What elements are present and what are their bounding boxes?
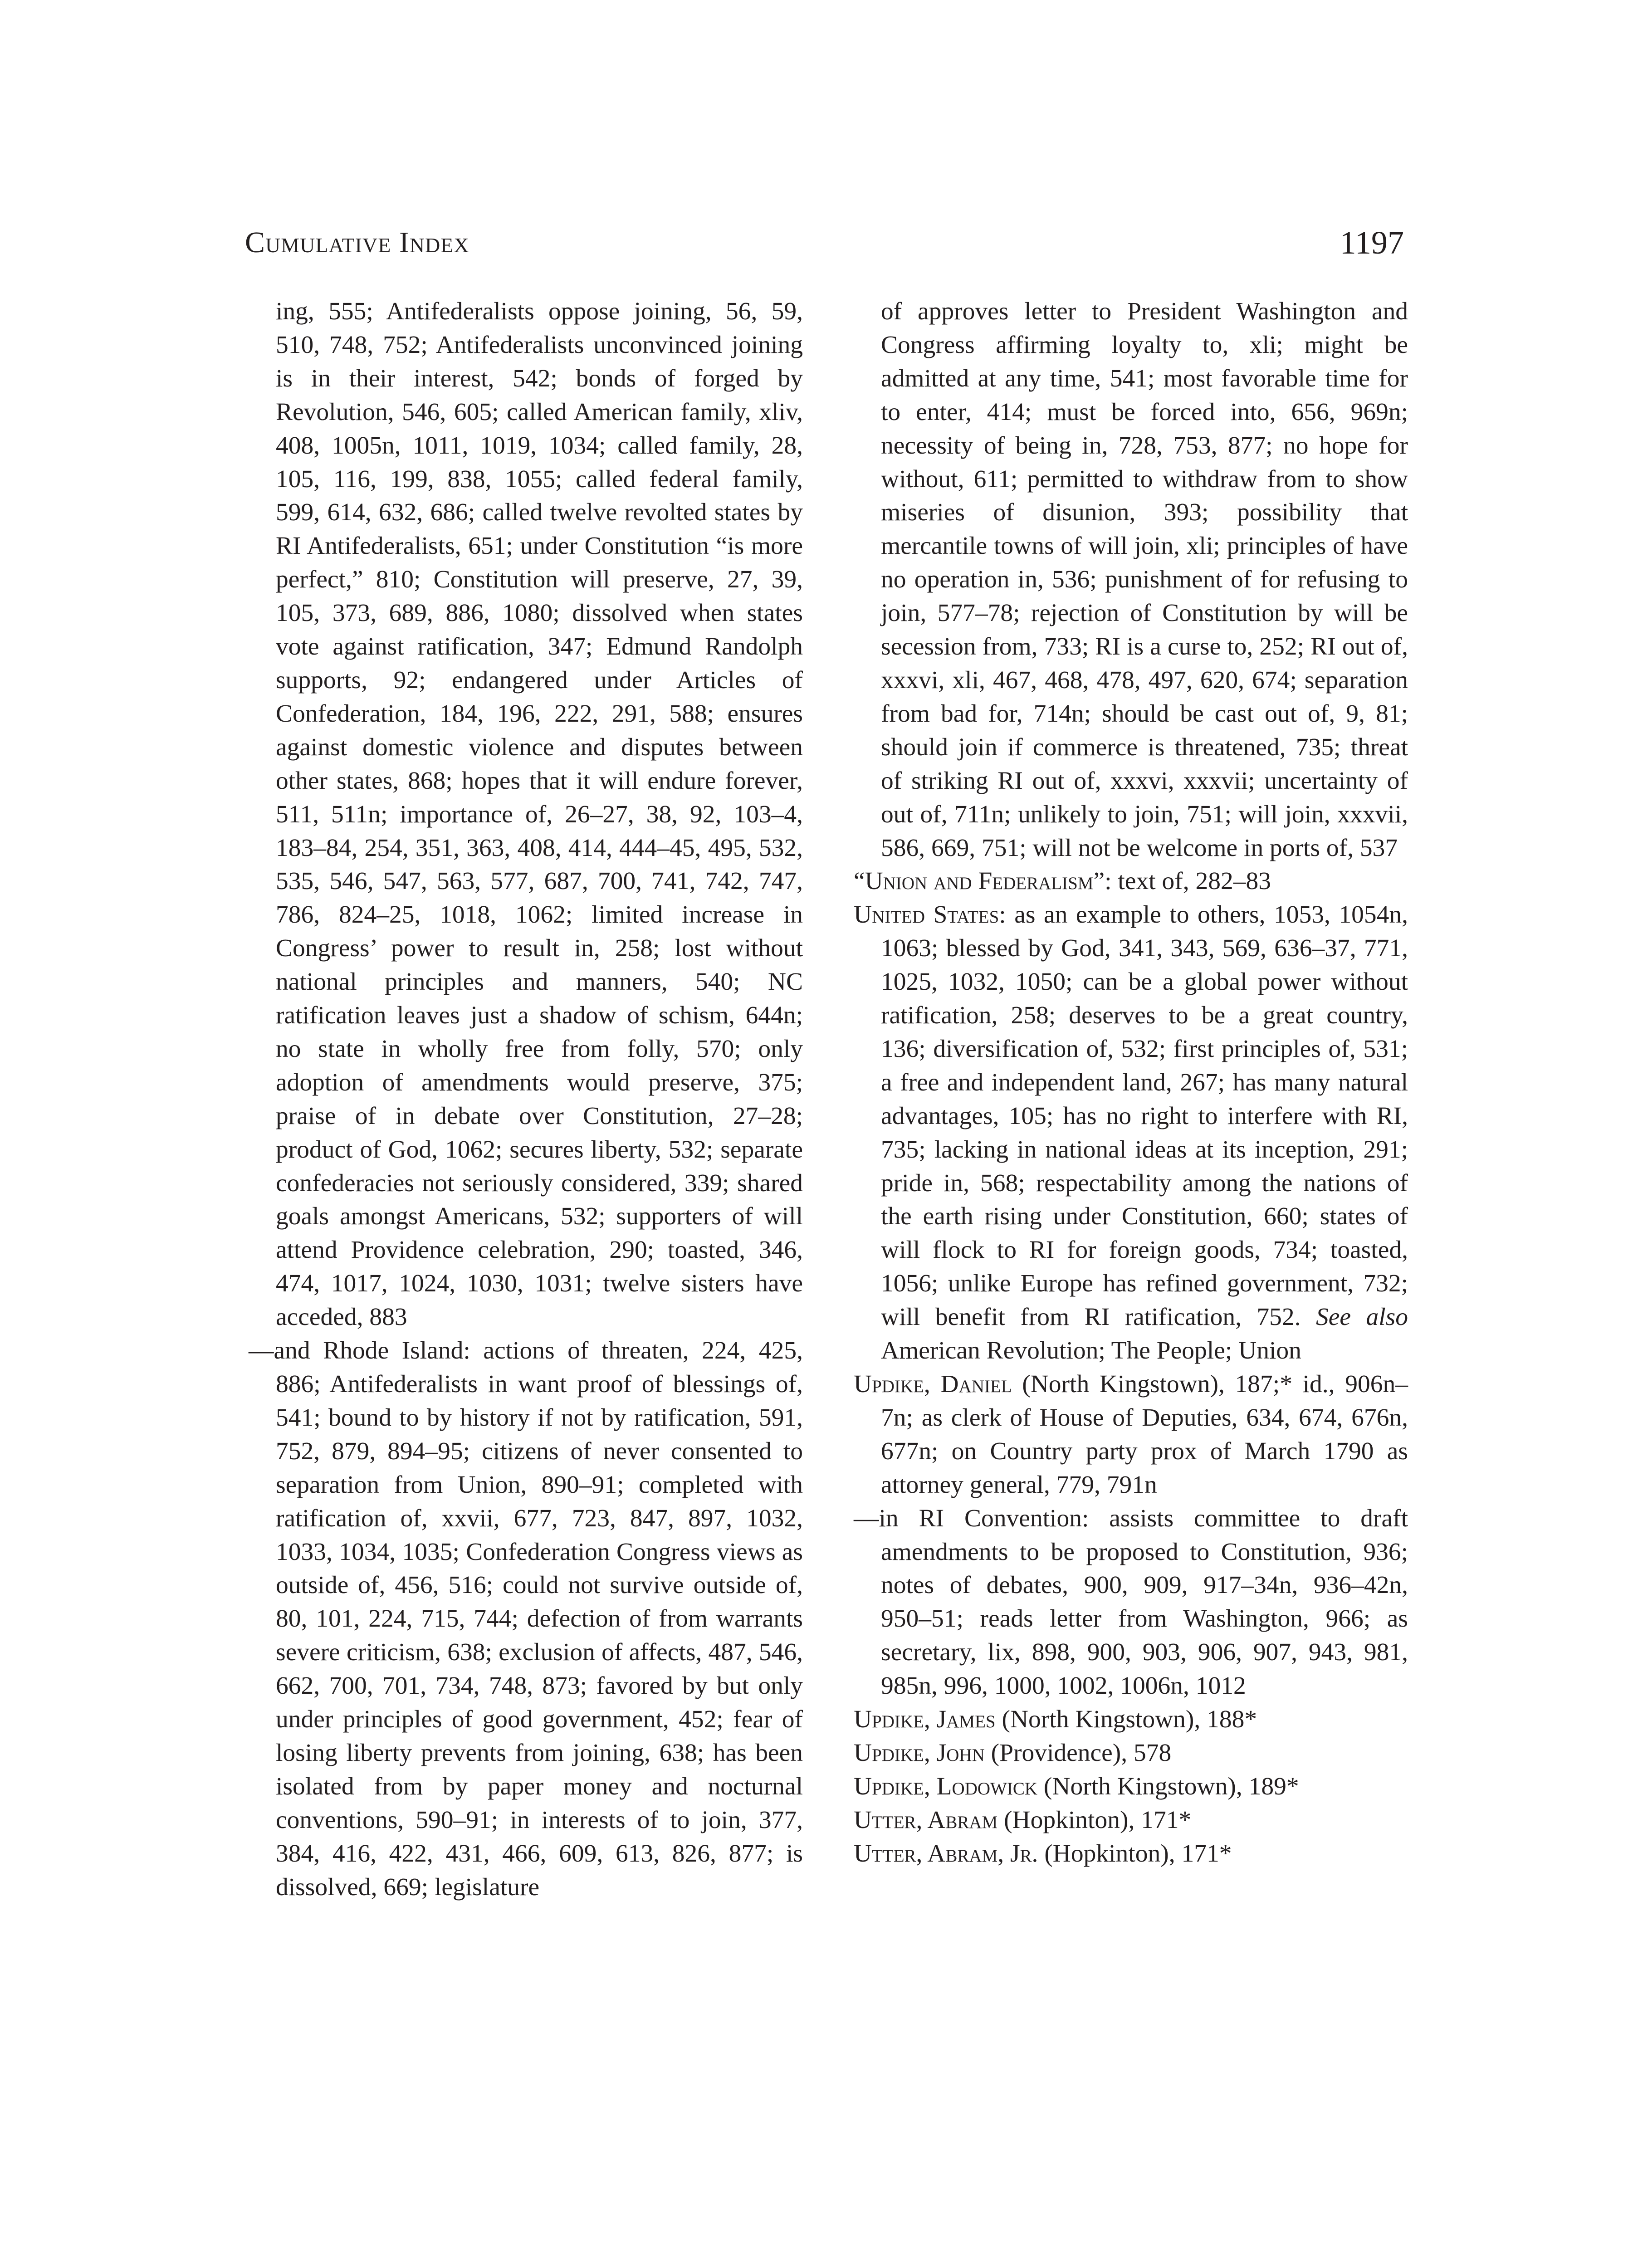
index-entry-union-and-federalism (854, 865, 1408, 898)
see-also-references: American Revolution; The People; Union (881, 1337, 1301, 1365)
index-column-right (854, 295, 1408, 1871)
index-entry-utter-abram (854, 1804, 1408, 1837)
entry-text: : as an example to others, 1053, 1054n, 1063; blessed by God, 341, 343, 569, 636–37, 771, 1025, 1032, 1050; can be a global power without ratification, 258; deserves to be a great country, 136; diversification of, 532; first principles of, 531; a free and independent land, 267; has many natural advantages, 105; has no right to interfere with RI, 735; lacking in national ideas at its inception, 291; pride in, 568; respectability among the nations of the earth rising under Constitution, 660; states of will flock to RI for foreign goods, 734; toasted, 1056; unlike Europe has refined government, 732; will benefit from RI ratification, 752. (881, 901, 1408, 1331)
entry-heading: Updike, John (854, 1739, 985, 1767)
index-subentry-updike-ri-convention: —in RI Convention: assists committee to draft amendments to be proposed to Constitution, 936; notes of debates, 900, 909, 917–34n, 936–42n, 950–51; reads letter from Washington, 966; as secretary, lix, 898, 900, 903, 906, 907, 943, 981, 985n, 996, 1000, 1002, 1006n, 1012 (854, 1504, 1408, 1700)
entry-text: (Hopkinton), 171* (997, 1806, 1192, 1834)
index-entry-updike-james (854, 1703, 1408, 1736)
entry-heading: Updike, Daniel (854, 1370, 1012, 1398)
index-entry-updike-lodowick (854, 1770, 1408, 1804)
entry-text: (Hopkinton), 171* (1038, 1839, 1232, 1867)
entry-heading: Updike, Lodowick (854, 1772, 1038, 1800)
entry-heading: Utter, Abram, Jr. (854, 1839, 1038, 1867)
entry-text: (North Kingstown), 188* (995, 1706, 1257, 1734)
see-also-label: See also (1316, 1303, 1408, 1331)
index-column-left (249, 295, 803, 1904)
index-entry-united-states (854, 898, 1408, 1368)
index-entry-union-continued: ing, 555; Antifederalists oppose joining, 56, 59, 510, 748, 752; Antifederalists unconvinced joining is in their interest, 542; bonds of forged by Revolution, 546, 605; called American family, xliv, 408, 1005n, 1011, 1019, 1034; called family, 28, 105, 116, 199, 838, 1055; called federal family, 599, 614, 632, 686; called twelve revolted states by RI Antifederalists, 651; under Constitution “is more perfect,” 810; Constitution will preserve, 27, 39, 105, 373, 689, 886, 1080; dissolved when states vote against ratification, 347; Edmund Randolph supports, 92; endangered under Articles of Confederation, 184, 196, 222, 291, 588; ensures against domestic violence and disputes between other states, 868; hopes that it will endure forever, 511, 511n; importance of, 26–27, 38, 92, 103–4, 183–84, 254, 351, 363, 408, 414, 444–45, 495, 532, 535, 546, 547, 563, 577, 687, 700, 741, 742, 747, 786, 824–25, 1018, 1062; limited increase in Congress’ power to result in, 258; lost without national principles and manners, 540; NC ratification leaves just a shadow of schism, 644n; no state in wholly free from folly, 570; only adoption of amendments would preserve, 375; praise of in debate over Constitution, 27–28; product of God, 1062; secures liberty, 532; separate confederacies not seriously considered, 339; shared goals amongst Americans, 532; supporters of will attend Providence celebration, 290; toasted, 346, 474, 1017, 1024, 1030, 1031; twelve sisters have acceded, 883 (276, 298, 803, 1331)
entry-heading: United States (854, 901, 999, 929)
running-header (245, 220, 1404, 270)
page-number: 1197 (1340, 225, 1404, 261)
entry-heading: Updike, James (854, 1706, 996, 1734)
entry-heading: “Union and Federalism” (854, 867, 1105, 895)
entry-text: : text of, 282–83 (1105, 867, 1271, 895)
index-entry-utter-abram-jr (854, 1837, 1408, 1871)
index-entry-union-ri-continued: of approves letter to President Washington and Congress affirming loyalty to, xli; might be admitted at any time, 541; most favorable time for to enter, 414; must be forced into, 656, 969n; necessity of being in, 728, 753, 877; no hope for without, 611; permitted to withdraw from to show miseries of disunion, 393; possibility that mercantile towns of will join, xli; principles of have no operation in, 536; punishment of for refusing to join, 577–78; rejection of Constitution by will be secession from, 733; RI is a curse to, 252; RI out of, xxxvi, xli, 467, 468, 478, 497, 620, 674; separation from bad for, 714n; should be cast out of, 9, 81; should join if commerce is threatened, 735; threat of striking RI out of, xxxvi, xxxvii; uncertainty of out of, 711n; unlikely to join, 751; will join, xxxvii, 586, 669, 751; will not be welcome in ports of, 537 (881, 298, 1408, 862)
entry-text: (North Kingstown), 187;* id., 906n–7n; as clerk of House of Deputies, 634, 674, 676n, 677n; on Country party prox of March 1790 as attorney general, 779, 791n (881, 1370, 1408, 1499)
entry-text: (North Kingstown), 189* (1037, 1772, 1299, 1800)
entry-heading: Utter, Abram (854, 1806, 998, 1834)
index-entry-updike-daniel (854, 1368, 1408, 1502)
running-head-title: Cumulative Index (245, 226, 469, 259)
index-entry-updike-john (854, 1736, 1408, 1770)
entry-text: (Providence), 578 (984, 1739, 1172, 1767)
index-subentry-union-rhode-island: —and Rhode Island: actions of threaten, 224, 425, 886; Antifederalists in want proof of blessings of, 541; bound to by history if not by ratification, 591, 752, 879, 894–95; citizens of never consented to separation from Union, 890–91; completed with ratification of, xxvii, 677, 723, 847, 897, 1032, 1033, 1034, 1035; Confederation Congress views as outside of, 456, 516; could not survive outside of, 80, 101, 224, 715, 744; defection of from warrants severe criticism, 638; exclusion of affects, 487, 546, 662, 700, 701, 734, 748, 873; favored by but only under principles of good government, 452; fear of losing liberty prevents from joining, 638; has been isolated from by paper money and nocturnal conventions, 590–91; in interests of to join, 377, 384, 416, 422, 431, 466, 609, 613, 826, 877; is dissolved, 669; legislature (249, 1337, 803, 1901)
